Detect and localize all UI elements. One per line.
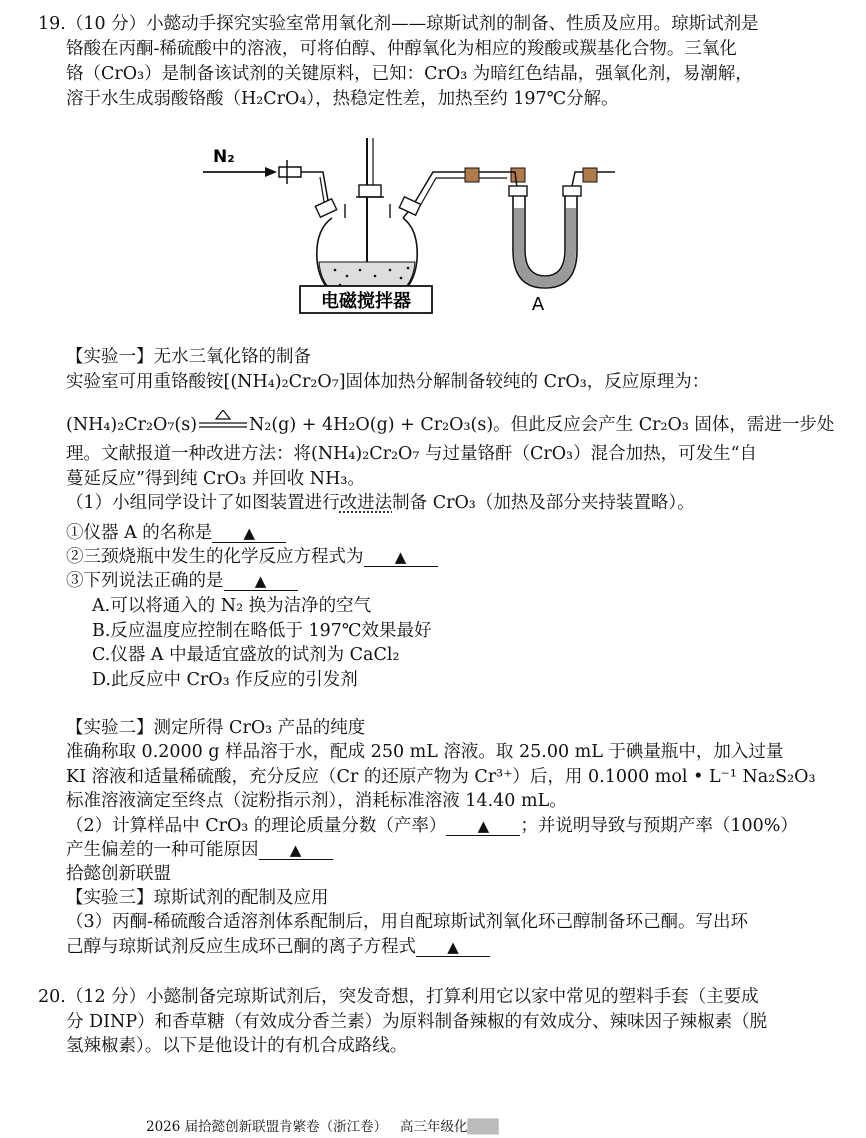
answer-blank: ▲: [364, 548, 438, 567]
item-1: ①仪器 A 的名称是 ▲: [66, 521, 286, 545]
answer-blank: ▲: [416, 938, 490, 957]
exp2-title: 【实验二】测定所得 CrO₃ 产品的纯度: [66, 718, 366, 738]
stirrer-label: 电磁搅拌器: [321, 291, 411, 312]
option-b: B.反应温度应控制在略低于 197℃效果最好: [92, 621, 432, 641]
q19-intro-line-4: 溶于水生成弱酸铬酸（H₂CrO₄），热稳定性差，加热至约 197℃分解。: [66, 89, 619, 109]
page-footer: 2026 届拾懿创新联盟肯綮卷（浙江卷） 高三年级化███: [146, 1119, 499, 1135]
exp1-equation: [66, 410, 834, 437]
footer-grade: 高三年级化: [400, 1119, 468, 1135]
answer-blank: ▲: [446, 817, 520, 836]
q19-intro-line-3: 铬（CrO₃）是制备该试剂的关键原料，已知：CrO₃ 为暗红色结晶，强氧化剂，易潮解，: [66, 64, 753, 84]
exp1-line-1: 实验室可用重铬酸铵[(NH₄)₂Cr₂O₇]固体加热分解制备较纯的 CrO₃，反应原理为：: [66, 372, 710, 392]
exp1-line-4: 蔓延反应”得到纯 CrO₃ 并回收 NH₃。: [66, 469, 365, 489]
gas-label: N₂: [213, 147, 235, 167]
exp3-title: 【实验三】琼斯试剂的配制及应用: [66, 888, 329, 908]
subquestion-2: （2）计算样品中 CrO₃ 的理论质量分数（产率） ▲ ；并说明导致与预期产率（100%）: [66, 816, 798, 836]
option-a: A.可以将通入的 N₂ 换为洁净的空气: [92, 596, 372, 616]
answer-blank: ▲: [224, 572, 298, 591]
answer-blank: ▲: [212, 524, 286, 543]
heat-arrow-icon: [197, 410, 249, 432]
exp3-line-1: （3）丙酮-稀硫酸合适溶剂体系配制后，用自配琼斯试剂氧化环己醇制备环己酮。写出环: [66, 912, 749, 932]
emphasis-dotted: 改进法: [339, 493, 393, 513]
exp1-title: 【实验一】无水三氧化铬的制备: [66, 347, 311, 367]
item-2: ②三颈烧瓶中发生的化学反应方程式为 ▲: [66, 545, 438, 569]
exp2-line-2: KI 溶液和适量稀硫酸，充分反应（Cr 的还原产物为 Cr³⁺）后，用 0.1000 mol • L⁻¹ Na₂S₂O₃: [66, 767, 816, 787]
q20-line-1: 20.（12 分）小懿制备完琼斯试剂后，突发奇想，打算利用它以家中常见的塑料手套（主要成: [38, 987, 759, 1007]
exp3-line-2: 己醇与琼斯试剂反应生成环己酮的离子方程式 ▲: [66, 935, 490, 959]
option-d: D.此反应中 CrO₃ 作反应的引发剂: [92, 670, 358, 690]
apparatus-figure: [195, 130, 635, 320]
exp2-line-3: 标准溶液滴定至终点（淀粉指示剂），消耗标准溶液 14.40 mL。: [66, 791, 567, 811]
q20-line-3: 氢辣椒素）。以下是他设计的有机合成路线。: [66, 1036, 408, 1056]
option-c: C.仪器 A 中最适宜盛放的试剂为 CaCl₂: [92, 645, 400, 665]
exp2-line-1: 准确称取 0.2000 g 样品溶于水，配成 250 mL 溶液。取 25.00 mL 于碘量瓶中，加入过量: [66, 742, 784, 762]
subquestion-2-line-2: 产生偏差的一种可能原因 ▲: [66, 838, 333, 862]
q20-line-2: 分 DINP）和香草糖（有效成分香兰素）为原料制备辣椒的有效成分、辣味因子辣椒素（脱: [66, 1012, 768, 1032]
watermark-text: 拾懿创新联盟: [66, 864, 171, 884]
apparatus-a-label: A: [531, 294, 545, 315]
q19-intro-line-2: 铬酸在丙酮-稀硫酸中的溶液，可将伯醇、仲醇氧化为相应的羧酸或羰基化合物。三氧化: [66, 39, 737, 59]
equation-left: (NH₄)₂Cr₂O₇(s): [66, 415, 198, 435]
q19-intro-line-1: 19.（10 分）小懿动手探究实验室常用氧化剂——琼斯试剂的制备、性质及应用。琼斯试剂是: [38, 14, 759, 34]
subquestion-1: （1）小组同学设计了如图装置进行改进法制备 CrO₃（加热及部分夹持装置略）。: [66, 493, 695, 513]
equation-right: N₂(g) + 4H₂O(g) + Cr₂O₃(s)。但此反应会产生 Cr₂O₃ 固体，需进一步处: [249, 415, 835, 435]
item-3: ③下列说法正确的是 ▲: [66, 569, 298, 593]
answer-blank: ▲: [259, 841, 333, 860]
exp1-line-3: 理。文献报道一种改进方法：将(NH₄)₂Cr₂O₇ 与过量铬酐（CrO₃）混合加热，可发生“自: [66, 444, 758, 464]
